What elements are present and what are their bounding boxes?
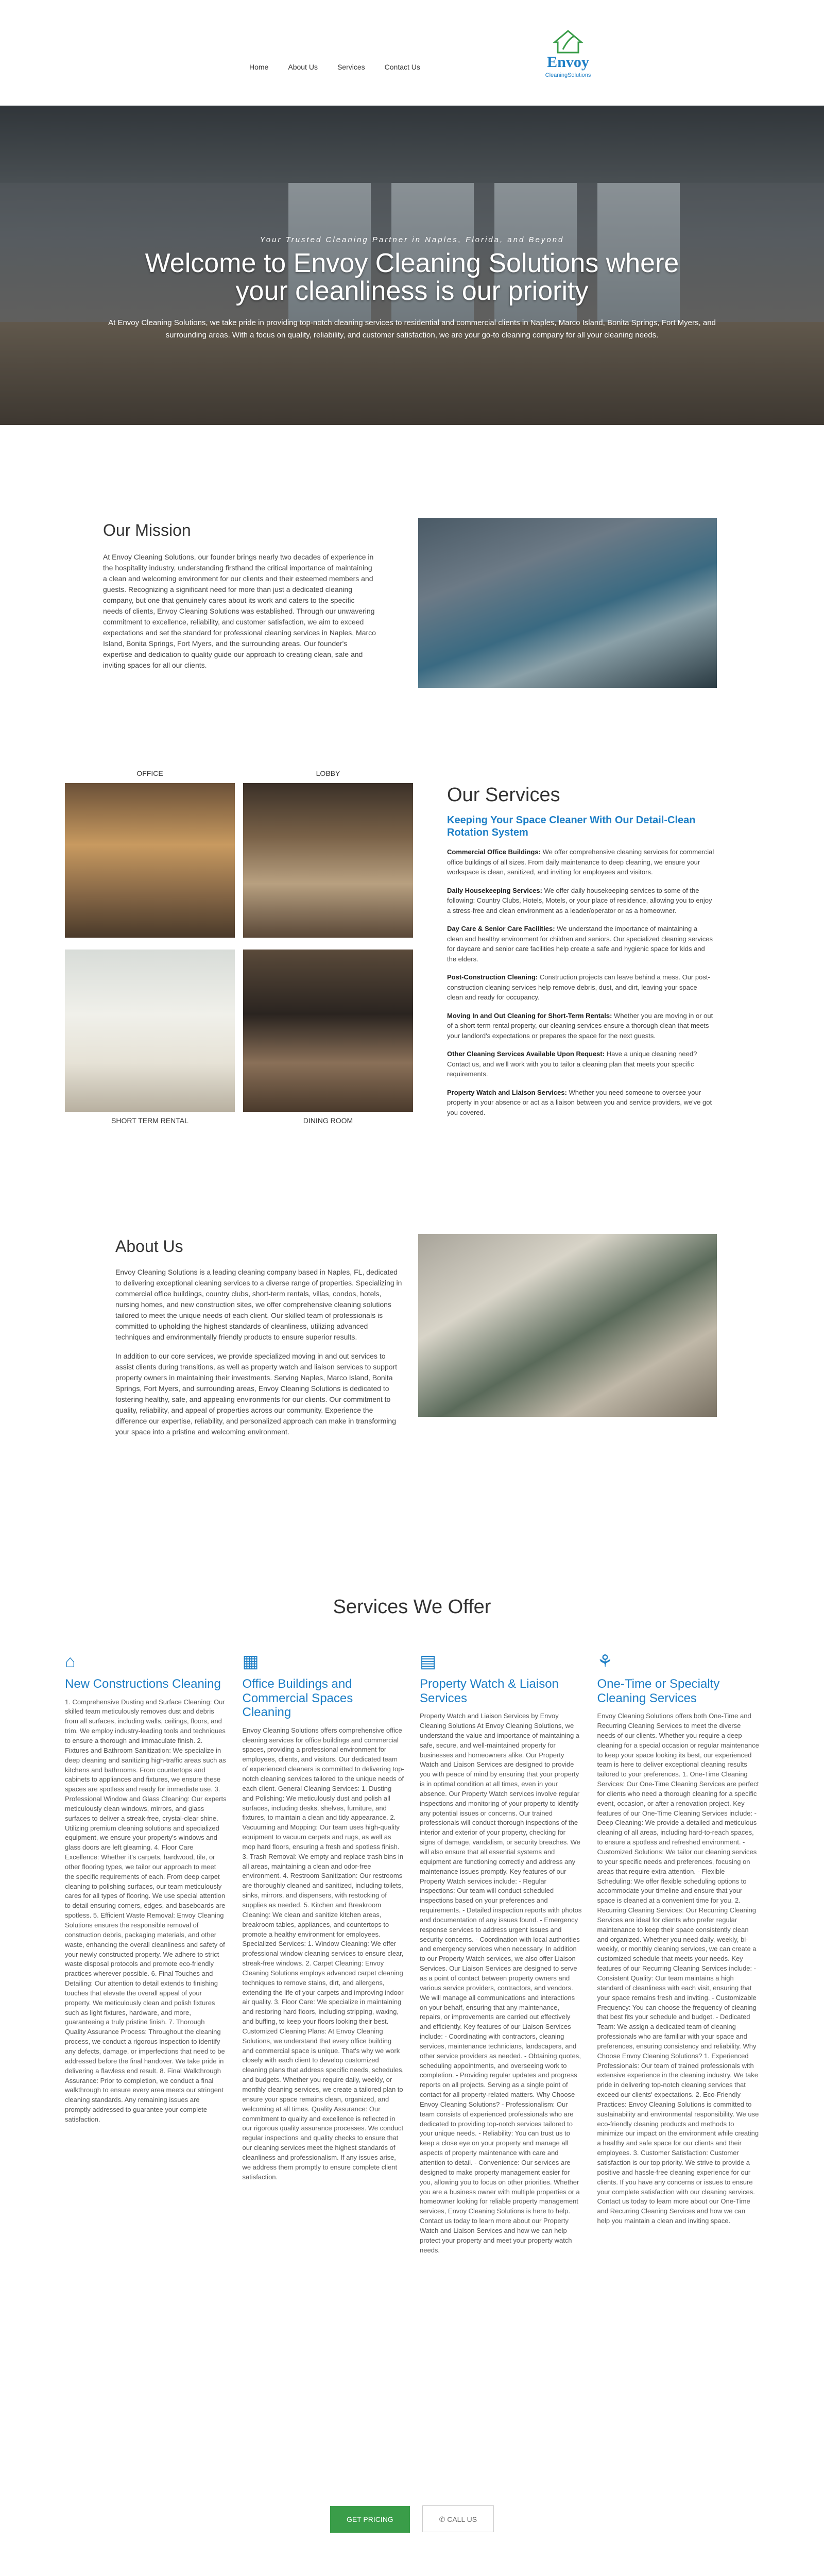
phone-icon: ✆ (439, 2515, 448, 2523)
nav-home[interactable]: Home (249, 63, 269, 71)
service-item-label: Other Cleaning Services Available Upon Request: (447, 1050, 605, 1058)
lobby-image (243, 783, 413, 938)
service-item (447, 886, 715, 916)
service-item (447, 972, 715, 1003)
our-services (447, 781, 715, 1117)
our-services-subtitle: Keeping Your Space Cleaner With Our Detail-Clean Rotation System (447, 815, 696, 838)
house-logo-icon (553, 29, 583, 55)
mission-title: Our Mission (103, 521, 191, 539)
service-item-label: Property Watch and Liaison Services: (447, 1088, 567, 1096)
services-offer-section (0, 1589, 824, 2576)
offer-title: Services We Offer (333, 1596, 491, 1618)
hallway-image (418, 1234, 717, 1417)
service-item-label: Day Care & Senior Care Facilities: (447, 925, 555, 933)
offer-column-title: Office Buildings and Commercial Spaces Cleaning (242, 1677, 353, 1720)
service-item (447, 1049, 715, 1079)
service-item-text: We offer comprehensive cleaning services for commercial office buildings of all sizes. From daily maintenance to deep cleaning, we ensure your workspace is clean, sanitized, and inviting for employees and visitors. (447, 848, 714, 876)
site-logo[interactable] (535, 29, 602, 86)
service-item-text: We offer daily housekeeping services to some of the following: Country Clubs, Hotels, Motels, or your place of residence, allowing you to enjoy a stress-free and clean environment as a leader/operator or as a homeowner. (447, 886, 712, 914)
hero-text (0, 234, 824, 342)
call-us-label: CALL US (447, 2515, 477, 2523)
label-short-term-rental: SHORT TERM RENTAL (111, 1116, 188, 1125)
label-office: OFFICE (136, 769, 163, 777)
get-pricing-button[interactable]: GET PRICING (330, 2506, 410, 2533)
service-item-label: Commercial Office Buildings: (447, 848, 541, 856)
service-item (447, 924, 715, 964)
mission-text (103, 518, 376, 671)
service-item-text: Have a unique cleaning need? Contact us, and we'll work with you to tailor a cleaning plan that meets your specific requirements. (447, 1050, 697, 1078)
offer-column-text: Property Watch and Liaison Services by Envoy Cleaning Solutions At Envoy Cleaning Solutions, we understand the value and importance of maintaining a safe, secure, and well-maintained property for businesses and homeowners alike. Our Property Watch and Liaison Services are designed to provide you with peace of mind by ensuring that your property is in optimal condition at all times, even in your absence. Our Property Watch services involve regular inspections and monitoring of your property to identify any potential issues or concerns. Our trained professionals will conduct thorough inspections of the interior and exterior of your property, checking for signs of damage, vandalism, or security breaches. We will also ensure that all essential systems and equipment are functioning correctly and address any maintenance issues promptly. Key features of our Property Watch services include: - Regular inspections: Our team will conduct scheduled inspections based on your preferences and requirements. - Detailed inspection reports with photos and documentation of any issues found. - Emergency response services to address urgent issues and security concerns. - Coordination with local authorities and emergency services when necessary. In addition to our Property Watch services, we also offer Liaison Services. Our Liaison Services are designed to serve as a point of contact between property owners and various service providers, contractors, and vendors. We will manage all communications and interactions on your behalf, ensuring that any maintenance, repairs, or improvements are carried out effectively and efficiently. Key features of our Liaison Services include: - Coordinating with contractors, cleaning services, maintenance technicians, landscapers, and other service providers as needed. - Obtaining quotes, scheduling appointments, and overseeing work to completion. - Providing regular updates and progress reports on all projects. Serving as a single point of contact for all property-related matters. Why Choose Envoy Cleaning Solutions? - Professionalism: Our team consists of experienced professionals who are dedicated to providing top-notch services tailored to your unique needs. - Reliability: You can trust us to keep a close eye on your property and manage all aspects of property maintenance with care and attention to detail. - Convenience: Our services are designed to make property management easier for you, allowing you to focus on other priorities. Whether you are a business owner with multiple properties or a homeowner looking for reliable property management services, Envoy Cleaning Solutions is here to help. Contact us today to learn more about our Property Watch and Liaison Services and how we can help protect your property and meet your property watch needs. (420, 1712, 582, 2254)
offer-column-title: New Constructions Cleaning (65, 1677, 221, 1691)
service-item-label: Moving In and Out Cleaning for Short-Term Rentals: (447, 1011, 612, 1020)
hero-eyebrow: Your Trusted Cleaning Partner in Naples, Florida, and Beyond (260, 235, 564, 244)
mission-paragraph: At Envoy Cleaning Solutions, our founder brings nearly two decades of experience in the hospitality industry, understanding firsthand the critical importance of maintaining a clean and welcoming environment for our clients and their esteemed members and guests. Recognizing a significant need for more than just a dedicated cleaning company, but one that genuinely cares about its work and caters to the specific needs of clients, Envoy Cleaning Solutions was established. Through our unwavering commitment to excellence, reliability, and customer satisfaction, we aim to exceed expectations and set the standard for professional cleaning services in Naples, Marco Island, Bonita Springs, Fort Myers, and the surrounding areas. Our founder's expertise and dedication to quality guide our approach to creating clean, safe and inviting spaces for all our clients. (103, 553, 376, 669)
service-item (447, 847, 715, 877)
service-item (447, 1088, 715, 1118)
service-item-text: Whether you need someone to oversee your property in your absence or act as a liaison between you and service providers, we've got you covered. (447, 1088, 712, 1116)
service-item-label: Daily Housekeeping Services: (447, 886, 542, 894)
about-text (115, 1234, 404, 1437)
short-term-rental-image (65, 950, 235, 1112)
logo-brand: Envoy (547, 54, 589, 71)
logo-tagline: CleaningSolutions (545, 72, 591, 78)
service-item-text: Construction projects can leave behind a mess. Our post-construction cleaning services help remove debris, dust, and dirt, leaving your space clean and ready for occupancy. (447, 973, 710, 1001)
about-paragraph: In addition to our core services, we provide specialized moving in and out services to assist clients during transitions, as well as property watch and liaison services to support property owners in maintaining their investments. Serving Naples, Marco Island, Bonita Springs, Fort Myers, and surrounding areas, Envoy Cleaning Solutions is dedicated to fostering healthy, safe, and appealing environments for our clients. Our commitment to quality, reliability, and appeal of properties across our community. Experience the difference our expertise, reliability, and personalized approach can make in transforming your space into a pristine and welcoming environment. (115, 1352, 398, 1436)
offer-column-title: Property Watch & Liaison Services (420, 1677, 559, 1705)
service-item-label: Post-Construction Cleaning: (447, 973, 538, 981)
main-nav (249, 62, 420, 73)
offer-column (243, 1651, 405, 2255)
nav-contact[interactable]: Contact Us (384, 63, 420, 71)
nav-services[interactable]: Services (337, 63, 365, 71)
offer-column (420, 1651, 582, 2255)
hero-title (0, 249, 824, 306)
call-us-button[interactable] (422, 2505, 494, 2532)
hero-title-line1: Welcome to Envoy Cleaning Solutions where (145, 248, 679, 278)
offer-buttons (0, 2505, 824, 2533)
mission-section (0, 425, 824, 1234)
our-services-title: Our Services (447, 784, 560, 806)
service-item-text: We understand the importance of maintaining a clean and healthy environment for children and seniors. Our specialized cleaning services for daycare and senior care facilities help create a safe and hygienic space for kids and the elders. (447, 925, 713, 963)
hero (0, 106, 824, 425)
about-section (0, 1234, 824, 1589)
offer-column-text: Envoy Cleaning Solutions offers both One-Time and Recurring Cleaning Services to meet the diverse needs of our clients. Whether you require a deep cleaning for a special occasion or regular maintenance to keep your space looking its best, our experienced team is here to deliver exceptional cleaning results tailored to your preferences. 1. One-Time Cleaning Services: Our One-Time Cleaning Services are perfect for clients who need a thorough cleaning for a specific event, occasion, or after a renovation project. Key features of our One-Time Cleaning Services include: - Deep Cleaning: We provide a detailed and meticulous cleaning of all areas, including hard-to-reach spaces, to ensure a spotless and refreshed environment. - Customized Solutions: We tailor our cleaning services to your specific needs and preferences, focusing on areas that require extra attention. - Flexible Scheduling: We offer flexible scheduling options to accommodate your timeline and ensure that your space is cleaned at a convenient time for you. 2. Recurring Cleaning Services: Our Recurring Cleaning Services are ideal for clients who prefer regular maintenance to keep their space consistently clean and organized. Whether you need daily, weekly, bi-weekly, or monthly cleaning services, we can create a customized schedule that meets your needs. Key features of our Recurring Cleaning Services include: - Consistent Quality: Our team maintains a high standard of cleanliness with each visit, ensuring that your space remains fresh and inviting. - Customizable Frequency: You can choose the frequency of cleaning that best fits your schedule and budget. - Dedicated Team: We assign a dedicated team of cleaning professionals who are familiar with your space and preferences, ensuring consistency and reliability. Why Choose Envoy Cleaning Solutions? 1. Experienced Professionals: Our team of trained professionals with extensive experience in the cleaning industry. We take pride in delivering top-notch cleaning services that exceed our clients' expectations. 2. Eco-Friendly Practices: Envoy Cleaning Solutions is committed to sustainability and environmental responsibility. We use eco-friendly cleaning products and methods to minimize our impact on the environment while creating a healthy and safe space for our clients and their employees. 3. Customer Satisfaction: Customer satisfaction is our top priority. We strive to provide a positive and hassle-free cleaning experience for our clients. If you have any concerns or issues to ensure your complete satisfaction with our cleaning services. Contact us today to learn more about our One-Time and Recurring Cleaning Services and how we can help you maintain a clean and inviting space. (597, 1712, 759, 2225)
dining-room-image (243, 950, 413, 1112)
offer-column-text: 1. Comprehensive Dusting and Surface Cleaning: Our skilled team meticulously removes dust and debris from all surfaces, including walls, ceilings, floors, and trim. We employ industry-leading tools and techniques to ensure a thorough and immaculate finish. 2. Fixtures and Bathroom Sanitization: We specialize in deep cleaning and sanitizing high-traffic areas such as kitchens and bathrooms. From countertops and cabinets to appliances and fixtures, we ensure these spaces are spotless and ready for immediate use. 3. Professional Window and Glass Cleaning: Our experts meticulously clean windows, mirrors, and glass surfaces to deliver a streak-free, crystal-clear shine. Utilizing premium cleaning solutions and specialized equipment, we ensure your property's windows and glass doors are left gleaming. 4. Floor Care Excellence: Whether it's carpets, hardwood, tile, or other flooring types, we tailor our approach to meet the specific requirements of each. From deep carpet cleaning to polishing surfaces, our team meticulously cares for all types of flooring. We use special attention to detail ensuring corners, edges, and baseboards are spotless. 5. Efficient Waste Removal: Envoy Cleaning Solutions ensures the responsible removal of construction debris, packaging materials, and other waste, enhancing the overall cleanliness and safety of your newly constructed property. We adhere to strict waste disposal protocols and promote eco-friendly practices wherever possible. 6. Final Touches and Detailing: Our attention to detail extends to finishing touches that elevate the overall appeal of your property. We meticulously clean and polish fixtures such as light fixtures, hardware, and more, guaranteeing a truly pristine finish. 7. Thorough Quality Assurance Process: Throughout the cleaning process, we conduct a rigorous inspection to identify any defects, damage, or imperfections that need to be addressed before the final handover. We take pride in delivering a flawless end result. 8. Final Walkthrough Assurance: Prior to completion, we conduct a final walkthrough to ensure every area meets our stringent cleaning standards. Any remaining issues are promptly addressed to guarantee your complete satisfaction. (65, 1698, 227, 2123)
building-icon: ▦ (242, 1652, 259, 1671)
about-paragraph: Envoy Cleaning Solutions is a leading cleaning company based in Naples, FL, dedicated to delivering exceptional cleaning services to a diverse range of properties. Specializing in commercial office buildings, country clubs, short-term rentals, villas, condos, hotels, nursing homes, and new construction sites, we offer comprehensive cleaning solutions tailored to meet the unique needs of each client. Our skilled team of professionals is committed to upholding the highest standards of cleanliness, utilizing advanced techniques and environmentally friendly products to ensure superior results. (115, 1268, 402, 1341)
about-title: About Us (115, 1237, 183, 1256)
hero-title-line2: your cleanliness is our priority (235, 276, 589, 307)
office-image (65, 783, 235, 938)
label-dining-room: DINING ROOM (303, 1116, 353, 1125)
service-item-text: Whether you are moving in or out of a short-term rental property, our cleaning services ensure a thorough clean that meets your landlord's expectations or prepares the space for the next guests. (447, 1011, 713, 1040)
service-item (447, 1011, 715, 1041)
site-header (0, 0, 824, 106)
offer-column (65, 1651, 227, 2255)
label-lobby: LOBBY (316, 769, 340, 777)
hero-body: At Envoy Cleaning Solutions, we take pride in providing top-notch cleaning services to residential and commercial clients in Naples, Marco Island, Bonita Springs, Fort Myers, and surrounding areas. With a focus on quality, reliability, and customer satisfaction, we are your go-to cleaning company for all your cleaning needs. (108, 318, 716, 340)
broom-icon: ⚘ (597, 1652, 613, 1671)
offer-column-text: Envoy Cleaning Solutions offers comprehensive office cleaning services for office buildings and commercial spaces, providing a professional environment for employees, clients, and visitors. Our dedicated team of experienced cleaners is committed to delivering top-notch cleaning services tailored to the unique needs of each client. General Cleaning Services: 1. Dusting and Polishing: We meticulously dust and polish all surfaces, including desks, shelves, furniture, and fixtures, to maintain a clean and tidy appearance. 2. Vacuuming and Mopping: Our team uses high-quality equipment to vacuum carpets and rugs, as well as mop hard floors, ensuring a fresh and spotless finish. 3. Trash Removal: We empty and replace trash bins in all areas, maintaining a clean and odor-free environment. 4. Restroom Sanitization: Our restrooms are thoroughly cleaned and sanitized, including toilets, sinks, mirrors, and dispensers, with restocking of supplies as needed. 5. Kitchen and Breakroom Cleaning: We clean and sanitize kitchen areas, breakroom tables, appliances, and countertops to promote a healthy environment for employees. Specialized Services: 1. Window Cleaning: We offer professional window cleaning services to ensure clear, streak-free windows. 2. Carpet Cleaning: Envoy Cleaning Solutions employs advanced carpet cleaning techniques to remove stains, dirt, and allergens, extending the life of your carpets and improving indoor air quality. 3. Floor Care: We specialize in maintaining and restoring hard floors, including stripping, waxing, and buffing, to keep your floors looking their best. Customized Cleaning Plans: At Envoy Cleaning Solutions, we understand that every office building and commercial space is unique. That's why we work closely with each client to develop customized cleaning plans that address specific needs, schedules, and budgets. Whether you require daily, weekly, or monthly cleaning services, we create a tailored plan to ensure your space remains clean, organized, and welcoming at all times. Quality Assurance: Our commitment to quality and excellence is reflected in our rigorous quality assurance processes. We conduct regular inspections and quality checks to ensure that our cleaning services meet the highest standards of cleanliness and professionalism. If any issues arise, we address them promptly to ensure complete client satisfaction. (242, 1726, 404, 2181)
offer-columns (65, 1651, 759, 2255)
clipboard-icon: ▤ (420, 1652, 437, 1671)
home-icon: ⌂ (65, 1652, 76, 1671)
pool-image (418, 518, 717, 688)
nav-about[interactable]: About Us (288, 63, 318, 71)
offer-column (597, 1651, 760, 2255)
offer-column-title: One-Time or Specialty Cleaning Services (597, 1677, 720, 1705)
